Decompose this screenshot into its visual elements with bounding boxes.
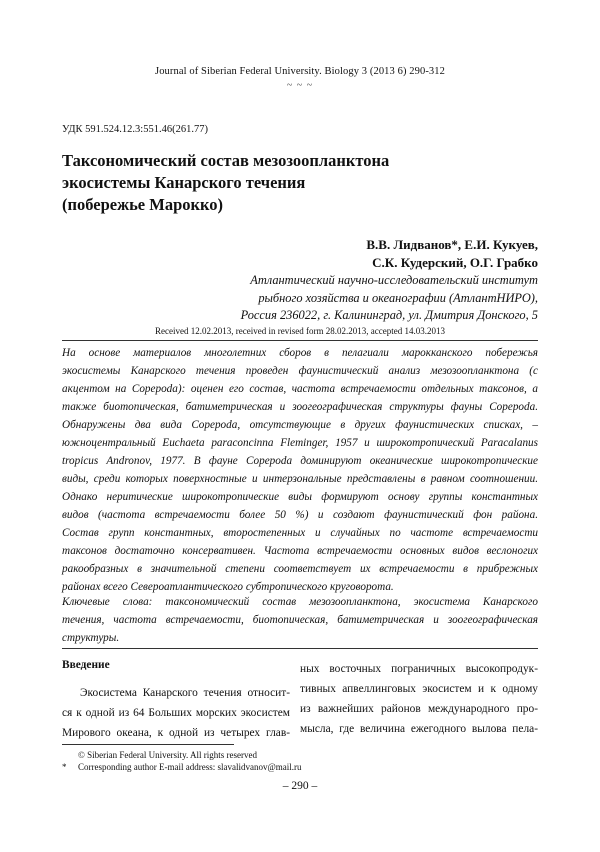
body-line: мысла, где величина ежегодного вылова пела- [300, 723, 538, 735]
keywords [62, 593, 538, 647]
body-line: Экосистема Канарского течения относит- [80, 687, 290, 699]
footnotes [62, 749, 538, 773]
body-line: из важнейших районов международного про- [300, 703, 538, 715]
abstract-line: экосистемы Канарского течения проведен фаунистический анализ мезозоопланктона (с [62, 365, 538, 377]
footnote-copyright: © Siberian Federal University. All rights reserved [78, 750, 257, 760]
title-line: экосистемы Канарского течения [62, 173, 306, 192]
abstract-line: ракообразных в значительной степени соответствует их встречаемости в прибрежных [62, 563, 538, 575]
affiliation [98, 272, 538, 325]
abstract-line: таксонов достаточно консервативен. Частота встречаемости основных видов веслоногих [62, 545, 538, 557]
affiliation-line: Россия 236022, г. Калининград, ул. Дмитрия Донского, 5 [240, 308, 538, 322]
body-line: ных восточных пограничных высокопродук- [300, 663, 538, 675]
abstract [62, 344, 538, 596]
footnote-star: * [62, 762, 67, 772]
body-right-column [300, 659, 538, 739]
author-line: В.В. Лидванов*, Е.И. Кукуев, [366, 237, 538, 252]
abstract-line: районах всего Североатлантического субтропического круговорота. [62, 581, 394, 593]
abstract-line: виды, среди которых поверхностные и интерзональные представлены в равном соотношении. [62, 473, 538, 485]
affiliation-line: Атлантический научно-исследовательский институт [250, 273, 538, 287]
article-title [62, 150, 522, 216]
title-line: Таксономический состав мезозоопланктона [62, 151, 390, 170]
title-line: (побережье Марокко) [62, 195, 224, 214]
abstract-line: также биотопическая, батиметрическая и зоогеографическая структуры фауны Copepoda. [62, 401, 538, 413]
keywords-line: Ключевые слова: таксономический состав мезозоопланктона, экосистема Канарского [62, 596, 538, 608]
journal-header: Journal of Siberian Federal University. Biology 3 (2013 6) 290-312 [155, 66, 445, 77]
keywords-bottom-rule [62, 648, 538, 649]
affiliation-line: рыбного хозяйства и океанографии (АтлантНИРО), [258, 290, 538, 305]
author-line: С.К. Кудерский, О.Г. Грабко [372, 254, 538, 270]
body-left-column [62, 655, 290, 743]
body-line: ся к одной из 64 Больших морских экосистем [62, 707, 290, 719]
section-heading-intro: Введение [62, 659, 110, 671]
received-dates: Received 12.02.2013, received in revised form 28.02.2013, accepted 14.03.2013 [155, 326, 445, 336]
footnote-rule [62, 744, 234, 745]
abstract-line: tropicus Andronov, 1977. В фауне Copepoda доминируют океанические широкотропические [62, 455, 538, 467]
abstract-line: Однако неритические широкотропические виды формируют основу группы константных [62, 491, 538, 503]
authors [118, 236, 538, 271]
abstract-line: Состав групп константных, второстепенных и случайных по частоте встречаемости [62, 527, 538, 539]
abstract-line: видов (частота встречаемости более 50 %) и создают фаунистический фон района. [62, 509, 538, 521]
keywords-line: структуры. [62, 632, 120, 644]
keywords-line: течения, частота встречаемости, биотопическая, батиметрическая и зоогеографическая [62, 614, 538, 626]
abstract-line: акцентом на Copepoda): оценен его состав, частота встречаемости отдельных таксонов, а [62, 383, 538, 395]
page-number: – 290 – [282, 780, 318, 792]
footnote-corresponding: * Corresponding author E-mail address: slavalidvanov@mail.ru [62, 762, 302, 772]
header-ornament: ~ ~ ~ [286, 80, 314, 91]
udk-code: УДК 591.524.12.3:551.46(261.77) [62, 124, 208, 135]
body-line: Мирового океана, к одной из четырех глав- [62, 727, 290, 739]
abstract-line: На основе материалов многолетних сборов в пелагиали марокканского побережья [62, 347, 538, 359]
abstract-line: Обнаружены два вида Copepoda, отсутствующие в других фаунистических списках, – [62, 419, 538, 431]
abstract-line: южноцентральный Euchaeta paraconcinna Fleminger, 1957 и широкотропический Paracalanus [62, 437, 538, 449]
body-line: тивных апвеллинговых экосистем и к одному [300, 683, 538, 695]
abstract-top-rule [62, 340, 538, 341]
